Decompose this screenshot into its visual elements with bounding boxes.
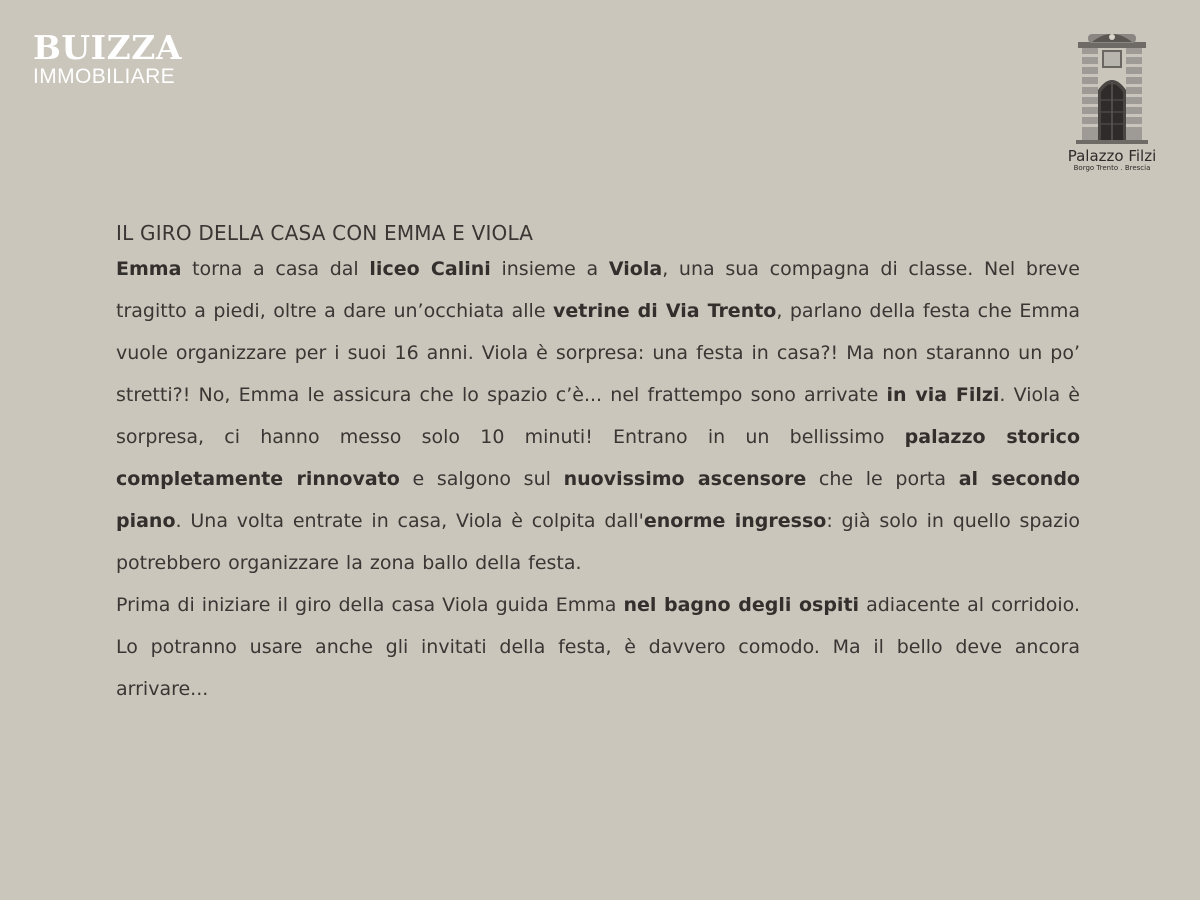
article-title: IL GIRO DELLA CASA CON EMMA E VIOLA [116,221,534,245]
text-run: adiacente al corridoio. Lo potranno usare anche gli invitati della festa, è davvero comodo. Ma il bello deve ancora arrivare... [116,594,1080,700]
text-run: e salgono sul [399,468,564,490]
article-paragraph-2 [116,584,1080,710]
text-run: Prima di iniziare il giro della casa Viola guida Emma [116,594,624,616]
article [116,218,1080,710]
palazzo-logo [1050,28,1174,173]
text-run: : già solo in quello spazio potrebbero organizzare la zona ballo della festa. [116,510,1081,574]
text-run: , parlano della festa che Emma vuole organizzare per i suoi 16 anni. Viola è sorpresa: una festa in casa?! Ma non staranno un po’ stretti?! No, Emma le assicura che lo spazio c’è... nel frattempo sono arrivate [116,300,1080,406]
highlighted-text: in via Filzi [886,384,1000,406]
brand-subtitle: IMMOBILIARE [33,65,176,88]
text-run: torna a casa dal [181,258,370,280]
brand-name: BUIZZA [33,28,182,67]
text-run: . Una volta entrate in casa, Viola è colpita dall' [175,510,644,532]
highlighted-text: nel bagno degli ospiti [623,594,860,616]
palazzo-facade-icon [1074,28,1150,144]
palazzo-name: Palazzo Filzi [1067,147,1157,165]
highlighted-text: enorme ingresso [643,510,827,532]
brand-logo [33,30,182,88]
highlighted-text: liceo Calini [369,258,491,280]
palazzo-location: Borgo Trento . Brescia [1073,164,1151,172]
text-run: che le porta [806,468,959,490]
highlighted-text: al secondo piano [116,468,1080,532]
highlighted-text: Viola [608,258,663,280]
highlighted-text: nuovissimo ascensore [563,468,807,490]
highlighted-text: vetrine di Via Trento [552,300,777,322]
text-run: , una sua compagna di classe. Nel breve tragitto a piedi, oltre a dare un’occhiata alle [116,258,1080,322]
text-run: . Viola è sorpresa, ci hanno messo solo 10 minuti! Entrano in un bellissimo [116,384,1080,448]
highlighted-text: Emma [116,258,182,280]
highlighted-text: palazzo storico completamente rinnovato [116,426,1081,490]
text-run: insieme a [490,258,609,280]
article-paragraph-1 [116,248,1080,584]
